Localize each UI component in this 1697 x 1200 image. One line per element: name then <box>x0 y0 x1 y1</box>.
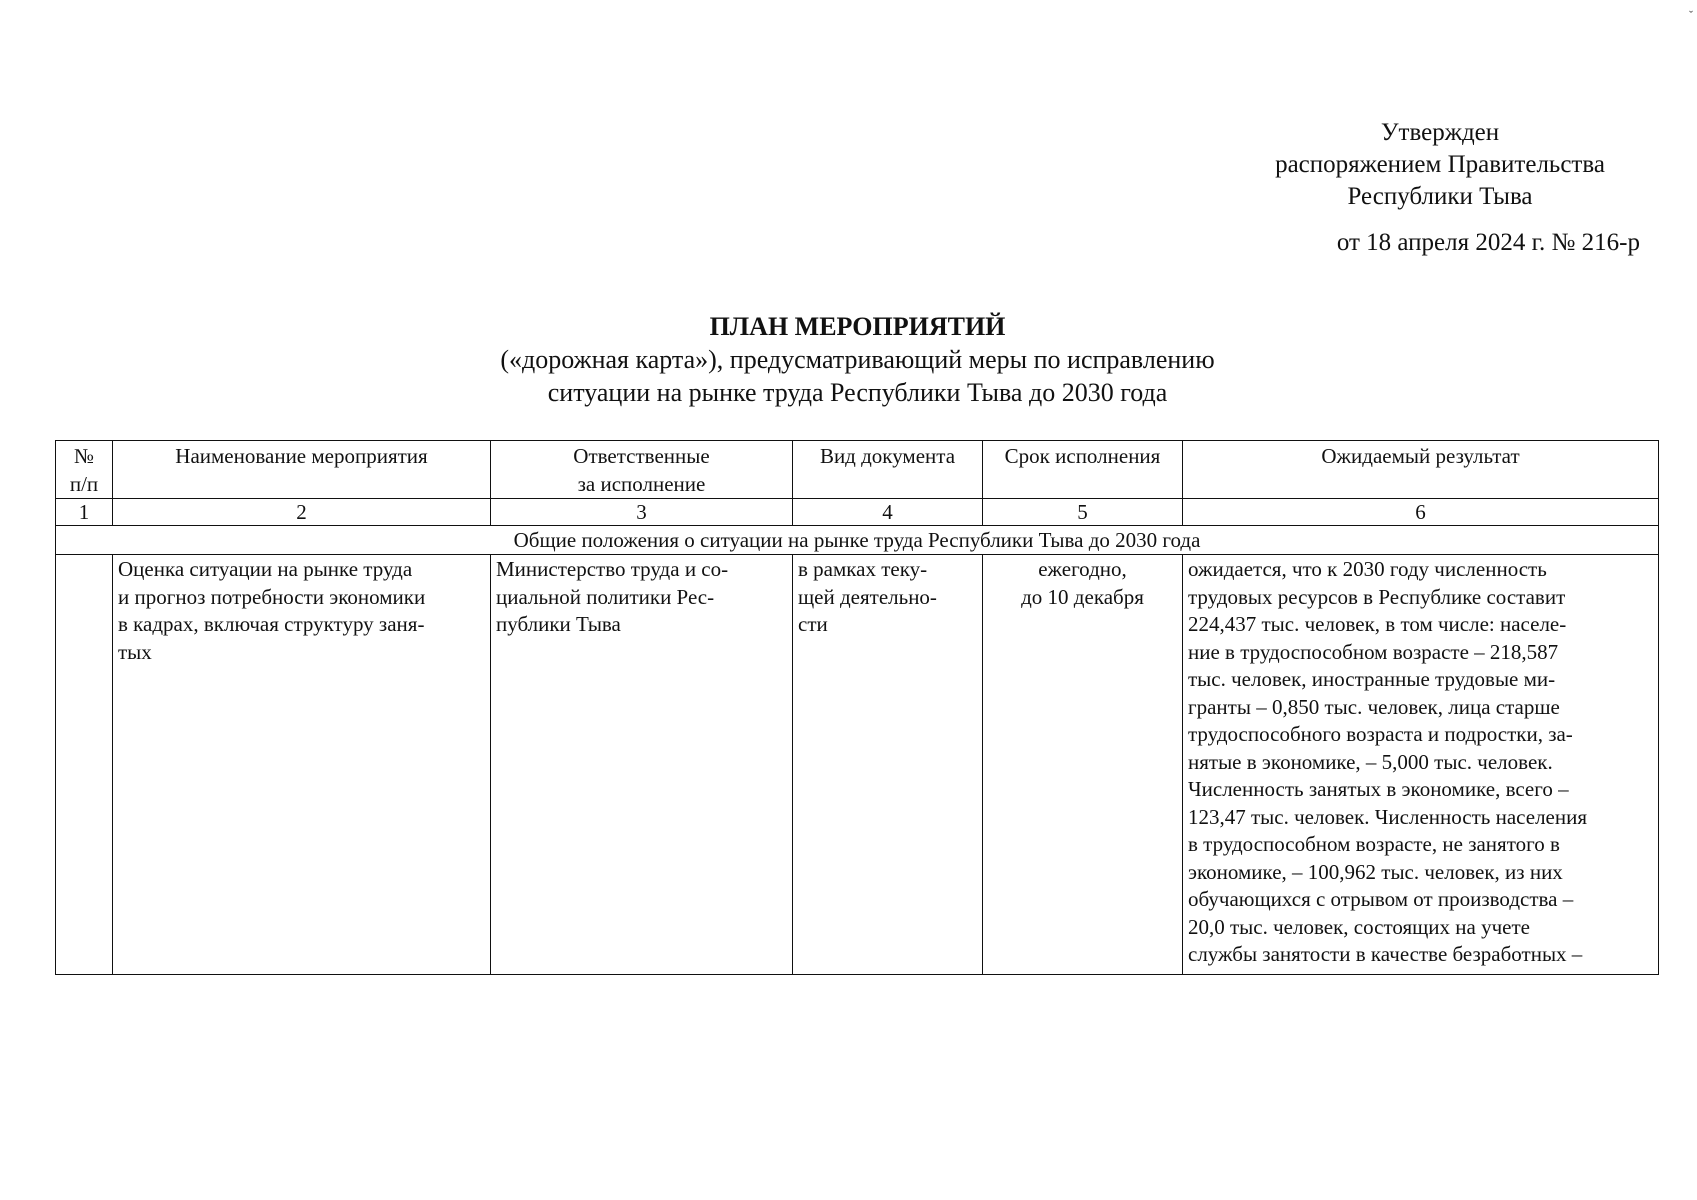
column-number-cell: 3 <box>491 499 793 526</box>
table-header-row <box>56 441 1659 499</box>
document-title <box>0 310 1697 409</box>
row-number-cell <box>56 555 113 975</box>
title-subtitle-line-2: ситуации на рынке труда Республики Тыва до 2030 года <box>547 378 1168 407</box>
row-document-type-cell: в рамках теку- щей деятельно- сти <box>793 555 983 975</box>
action-plan-table <box>55 440 1659 975</box>
column-number-cell: 1 <box>56 499 113 526</box>
table-row <box>56 555 1659 975</box>
section-heading: Общие положения о ситуации на рынке труда Республики Тыва до 2030 года <box>56 526 1659 555</box>
approval-line-republic: Республики Тыва <box>1347 183 1533 210</box>
title-subtitle-line-1: («дорожная карта»), предусматривающий меры по исправлению <box>500 345 1215 374</box>
approval-line-approved: Утвержден <box>1380 119 1500 146</box>
header-document-type: Вид документа <box>793 441 983 499</box>
row-event-name-cell: Оценка ситуации на рынке труда и прогноз потребности экономики в кадрах, включая структуру заня- тых <box>113 555 491 975</box>
header-expected-result: Ожидаемый результат <box>1183 441 1659 499</box>
header-responsible: Ответственные за исполнение <box>491 441 793 499</box>
section-heading-row <box>56 526 1659 555</box>
column-number-cell: 2 <box>113 499 491 526</box>
scan-artifact-mark: ˇ <box>1689 8 1693 22</box>
column-number-row <box>56 499 1659 526</box>
row-responsible-cell: Министерство труда и со- циальной политики Рес- публики Тыва <box>491 555 793 975</box>
column-number-cell: 5 <box>983 499 1183 526</box>
row-deadline-cell: ежегодно, до 10 декабря <box>983 555 1183 975</box>
header-number: № п/п <box>56 441 113 499</box>
row-expected-result-cell: ожидается, что к 2030 году численность трудовых ресурсов в Республике составит 224,437 тыс. человек, в том числе: населе- ние в трудоспособном возрасте – 218,587 тыс. человек, иностранные трудовые ми- гранты – 0,850 тыс. человек, лица старше трудоспособного возраста и подростки, за- нятые в экономике, – 5,000 тыс. человек. Численность занятых в экономике, всего – 123,47 тыс. человек. Численность населения в трудоспособном возрасте, не занятого в экономике, – 100,962 тыс. человек, из них обучающихся с отрывом от производства – 20,0 тыс. человек, состоящих на учете службы занятости в качестве безработных – <box>1183 555 1659 975</box>
approval-line-order: распоряжением Правительства <box>1275 151 1605 178</box>
header-deadline: Срок исполнения <box>983 441 1183 499</box>
column-number-cell: 4 <box>793 499 983 526</box>
approval-date: от 18 апреля 2024 г. № 216-р <box>1336 229 1640 256</box>
title-main: ПЛАН МЕРОПРИЯТИЙ <box>709 312 1006 341</box>
header-event-name: Наименование мероприятия <box>113 441 491 499</box>
column-number-cell: 6 <box>1183 499 1659 526</box>
approval-stamp-block <box>1250 117 1670 259</box>
